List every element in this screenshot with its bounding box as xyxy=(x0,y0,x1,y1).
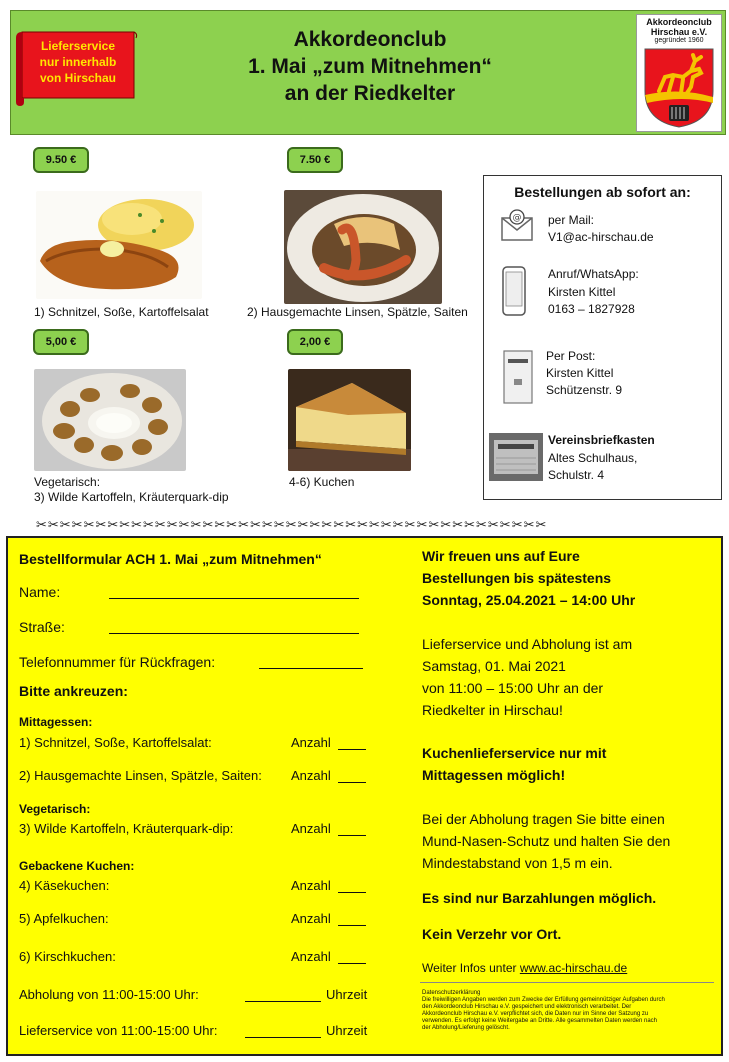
title-line-1: Akkordeonclub xyxy=(293,28,447,51)
qty-label-2: Anzahl xyxy=(291,768,331,783)
qty-label-6: Anzahl xyxy=(291,949,331,964)
potatoes-photo xyxy=(34,369,186,471)
qty-label-1: Anzahl xyxy=(291,735,331,750)
privacy-notice xyxy=(422,990,718,1032)
qty-field-6[interactable] xyxy=(338,963,366,964)
phone-name: Kirsten Kittel xyxy=(548,285,616,299)
pickup-time-unit: Uhrzeit xyxy=(326,987,368,1002)
schnitzel-photo xyxy=(36,191,202,299)
street-label: Straße: xyxy=(19,619,65,635)
order-item-6: 6) Kirschkuchen: xyxy=(19,949,116,964)
banner-text xyxy=(28,38,128,86)
mask-line-2: Mund-Nasen-Schutz und halten Sie den xyxy=(422,833,671,849)
privacy-line-2: Die freiwilligen Angaben werden zum Zwecke der Erfüllung gemeinnütziger Aufgaben durch xyxy=(422,997,665,1003)
order-form xyxy=(6,536,723,1056)
contact-title: Bestellungen ab sofort an: xyxy=(514,184,691,200)
price-tag-3: 5,00 € xyxy=(33,329,89,355)
veg-heading: Vegetarisch: xyxy=(19,802,91,816)
mask-line-1: Bei der Abholung tragen Sie bitte einen xyxy=(422,811,665,827)
banner-line-2: nur innerhalb xyxy=(39,55,117,69)
lunch-heading: Mittagessen: xyxy=(19,715,93,729)
order-item-4: 4) Käsekuchen: xyxy=(19,878,110,893)
qty-field-5[interactable] xyxy=(338,925,366,926)
order-item-3: 3) Wilde Kartoffeln, Kräuterquark-dip: xyxy=(19,821,234,836)
lentils-photo xyxy=(284,190,442,304)
banner-line-3: von Hirschau xyxy=(39,71,117,85)
club-logo xyxy=(636,14,722,132)
qty-label-4: Anzahl xyxy=(291,878,331,893)
title-line-2: 1. Mai „zum Mitnehmen“ xyxy=(248,55,492,78)
menu-caption-4: 4-6) Kuchen xyxy=(289,475,355,489)
cake-heading: Gebackene Kuchen: xyxy=(19,859,135,873)
form-title: Bestellformular ACH 1. Mai „zum Mitnehmen“ xyxy=(19,551,322,567)
post-label: Per Post: xyxy=(546,349,596,363)
delivery-scroll-banner xyxy=(14,28,138,108)
phone-number: 0163 – 1827928 xyxy=(548,302,635,316)
delivery-time-unit: Uhrzeit xyxy=(326,1023,368,1038)
mail-icon xyxy=(500,208,534,242)
service-block xyxy=(422,633,632,721)
instruction-text: Bitte ankreuzen: xyxy=(19,683,128,699)
mailbox-icon xyxy=(502,349,534,405)
privacy-line-1: Datenschutzerklärung xyxy=(422,990,481,996)
cake-photo xyxy=(288,369,411,471)
price-tag-1: 9.50 € xyxy=(33,147,89,173)
order-item-1: 1) Schnitzel, Soße, Kartoffelsalat: xyxy=(19,735,212,750)
banner-line-1: Lieferservice xyxy=(40,39,116,53)
qty-label-5: Anzahl xyxy=(291,911,331,926)
page-title xyxy=(180,26,560,107)
mask-line-3: Mindestabstand von 1,5 m ein. xyxy=(422,855,613,871)
mail-label: per Mail: xyxy=(548,213,595,227)
service-line-1: Lieferservice und Abholung ist am xyxy=(422,636,633,652)
mask-notice xyxy=(422,808,670,874)
logo-founded: gegründet 1960 xyxy=(654,37,704,44)
qty-label-3: Anzahl xyxy=(291,821,331,836)
privacy-line-3: den Akkordeonclub Hirschau e.V. gespeichert und elektronisch verarbeitet. Der xyxy=(422,1004,632,1010)
logo-name xyxy=(637,17,721,37)
price-tag-4: 2,00 € xyxy=(287,329,343,355)
menu-caption-3 xyxy=(34,475,229,505)
delivery-label: Lieferservice von 11:00-15:00 Uhr: xyxy=(19,1023,218,1038)
service-line-4: Riedkelter in Hirschau! xyxy=(422,702,563,718)
pickup-time-field[interactable] xyxy=(245,1001,321,1002)
deadline-block xyxy=(422,545,635,611)
title-line-3: an der Riedkelter xyxy=(284,82,456,105)
phone-question-label: Telefonnummer für Rückfragen: xyxy=(19,654,216,670)
no-consume-notice: Kein Verzehr vor Ort. xyxy=(422,926,562,942)
logo-name-line-2: Hirschau e.V. xyxy=(650,27,708,37)
service-line-2: Samstag, 01. Mai 2021 xyxy=(422,658,566,674)
qty-field-2[interactable] xyxy=(338,782,366,783)
cash-notice: Es sind nur Barzahlungen möglich. xyxy=(422,890,657,906)
price-tag-2: 7.50 € xyxy=(287,147,343,173)
privacy-line-6: der Abholung/Lieferung gelöscht. xyxy=(422,1025,510,1031)
phone-label: Anruf/WhatsApp: xyxy=(548,267,639,281)
letterbox-label: Vereinsbriefkasten xyxy=(548,433,655,447)
name-field[interactable] xyxy=(109,598,359,599)
letterbox-icon xyxy=(488,432,544,482)
menu-caption-3-text: 3) Wilde Kartoffeln, Kräuterquark-dip xyxy=(34,490,229,504)
phone-field[interactable] xyxy=(259,668,363,669)
cake-notice-line-2: Mittagessen möglich! xyxy=(422,767,566,783)
svg-text:@: @ xyxy=(512,213,522,223)
letterbox-place: Altes Schulhaus, xyxy=(548,451,638,465)
privacy-line-4: Akkordeonclub Hirschau e.V. verpflichtet sich, die Daten nur im Sinne der Satzung zu xyxy=(422,1011,649,1017)
post-name: Kirsten Kittel xyxy=(546,366,614,380)
more-info xyxy=(422,960,627,976)
logo-name-line-1: Akkordeonclub xyxy=(646,17,712,27)
phone-icon xyxy=(502,266,526,316)
pickup-label: Abholung von 11:00-15:00 Uhr: xyxy=(19,987,199,1002)
qty-field-4[interactable] xyxy=(338,892,366,893)
menu-caption-3-heading: Vegetarisch: xyxy=(34,475,101,489)
qty-field-3[interactable] xyxy=(338,835,366,836)
menu-caption-1: 1) Schnitzel, Soße, Kartoffelsalat xyxy=(34,305,209,319)
deadline-line-1: Wir freuen uns auf Eure xyxy=(422,548,580,564)
cut-line: ✂✂✂✂✂✂✂✂✂✂✂✂✂✂✂✂✂✂✂✂✂✂✂✂✂✂✂✂✂✂✂✂✂✂✂✂✂✂✂✂✂✂✂ xyxy=(36,518,548,533)
service-line-3: von 11:00 – 15:00 Uhr an der xyxy=(422,680,604,696)
qty-field-1[interactable] xyxy=(338,749,366,750)
website-link[interactable]: www.ac-hirschau.de xyxy=(519,961,628,975)
cake-notice-line-1: Kuchenlieferservice nur mit xyxy=(422,745,607,761)
order-item-2: 2) Hausgemachte Linsen, Spätzle, Saiten: xyxy=(19,768,262,783)
post-street: Schützenstr. 9 xyxy=(546,383,623,397)
cake-notice xyxy=(422,742,606,786)
street-field[interactable] xyxy=(109,633,359,634)
deadline-line-3: Sonntag, 25.04.2021 – 14:00 Uhr xyxy=(422,592,636,608)
name-label: Name: xyxy=(19,584,61,600)
menu-caption-2: 2) Hausgemachte Linsen, Spätzle, Saiten xyxy=(247,305,468,319)
order-item-5: 5) Apfelkuchen: xyxy=(19,911,109,926)
crest-icon xyxy=(643,47,715,129)
deadline-line-2: Bestellungen bis spätestens xyxy=(422,570,612,586)
more-info-text: Weiter Infos unter xyxy=(422,961,517,975)
letterbox-street: Schulstr. 4 xyxy=(548,468,605,482)
mail-address-link[interactable]: V1@ac-hirschau.de xyxy=(548,230,654,244)
divider xyxy=(420,982,714,983)
contact-box xyxy=(483,175,722,500)
delivery-time-field[interactable] xyxy=(245,1037,321,1038)
privacy-line-5: verwenden. Es erfolgt keine Weitergabe an Dritte. Alle gesammelten Daten werden nach xyxy=(422,1018,658,1024)
